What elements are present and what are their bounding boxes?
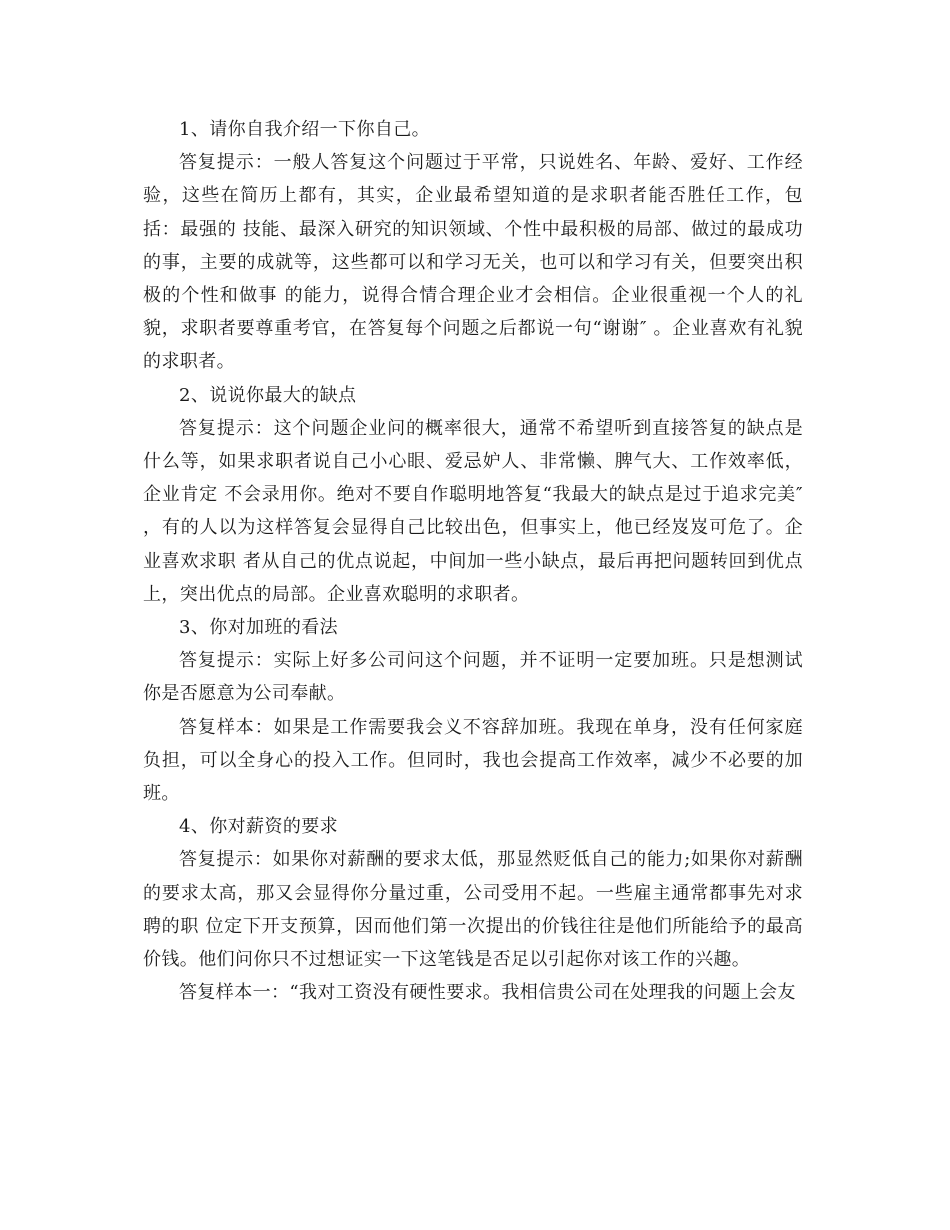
answer-hint-paragraph-3: 答复提示：实际上好多公司问这个问题，并不证明一定要加班。只是想测试你是否愿意为公司奉献。 <box>143 650 803 705</box>
question-heading-2: 2、说说你最大的缺点 <box>179 384 357 406</box>
answer-sample-paragraph-3: 答复样本：如果是工作需要我会义不容辞加班。我现在单身，没有任何家庭负担，可以全身心的投入工作。但同时，我也会提高工作效率，减少不必要的加班。 <box>143 716 803 805</box>
question-heading-3: 3、你对加班的看法 <box>179 617 339 639</box>
question-heading-4: 4、你对薪资的要求 <box>179 816 339 838</box>
question-heading-1: 1、请你自我介绍一下你自己。 <box>179 119 431 140</box>
document-body <box>143 113 803 1009</box>
answer-hint-paragraph-1: 答复提示：一般人答复这个问题过于平常，只说姓名、年龄、爱好、工作经验，这些在简历上都有，其实，企业最希望知道的是求职者能否胜任工作，包括：最强的 技能、最深入研究的知识领域、个性中最积极的局部、做过的最成功的事，主要的成就等，这些都可以和学习无关，也可以和学习有关，但要突出积极的个性和做事 的能力，说得合情合理企业才会相信。企业很重视一个人的礼貌，求职者要尊重考官，在答复每个问题之后都说一句“谢谢″ 。企业喜欢有礼貌的求职者。 <box>143 152 803 373</box>
answer-hint-paragraph-2: 答复提示：这个问题企业问的概率很大，通常不希望听到直接答复的缺点是什么等，如果求职者说自己小心眼、爱忌妒人、非常懒、脾气大、工作效率低，企业肯定 不会录用你。绝对不要自作聪明地答复“我最大的缺点是过于追求完美″ ，有的人以为这样答复会显得自己比较出色，但事实上，他已经岌岌可危了。企业喜欢求职 者从自己的优点说起，中间加一些小缺点，最后再把问题转回到优点上，突出优点的局部。企业喜欢聪明的求职者。 <box>143 417 803 605</box>
answer-hint-paragraph-4: 答复提示：如果你对薪酬的要求太低，那显然贬低自己的能力;如果你对薪酬的要求太高，那又会显得你分量过重，公司受用不起。一些雇主通常都事先对求聘的职 位定下开支预算，因而他们第一次提出的价钱往往是他们所能给予的最高价钱。他们问你只不过想证实一下这笔钱是否足以引起你对该工作的兴趣。 <box>143 849 803 971</box>
answer-sample-paragraph-4: 答复样本一：“我对工资没有硬性要求。我相信贵公司在处理我的问题上会友 <box>179 982 796 1004</box>
